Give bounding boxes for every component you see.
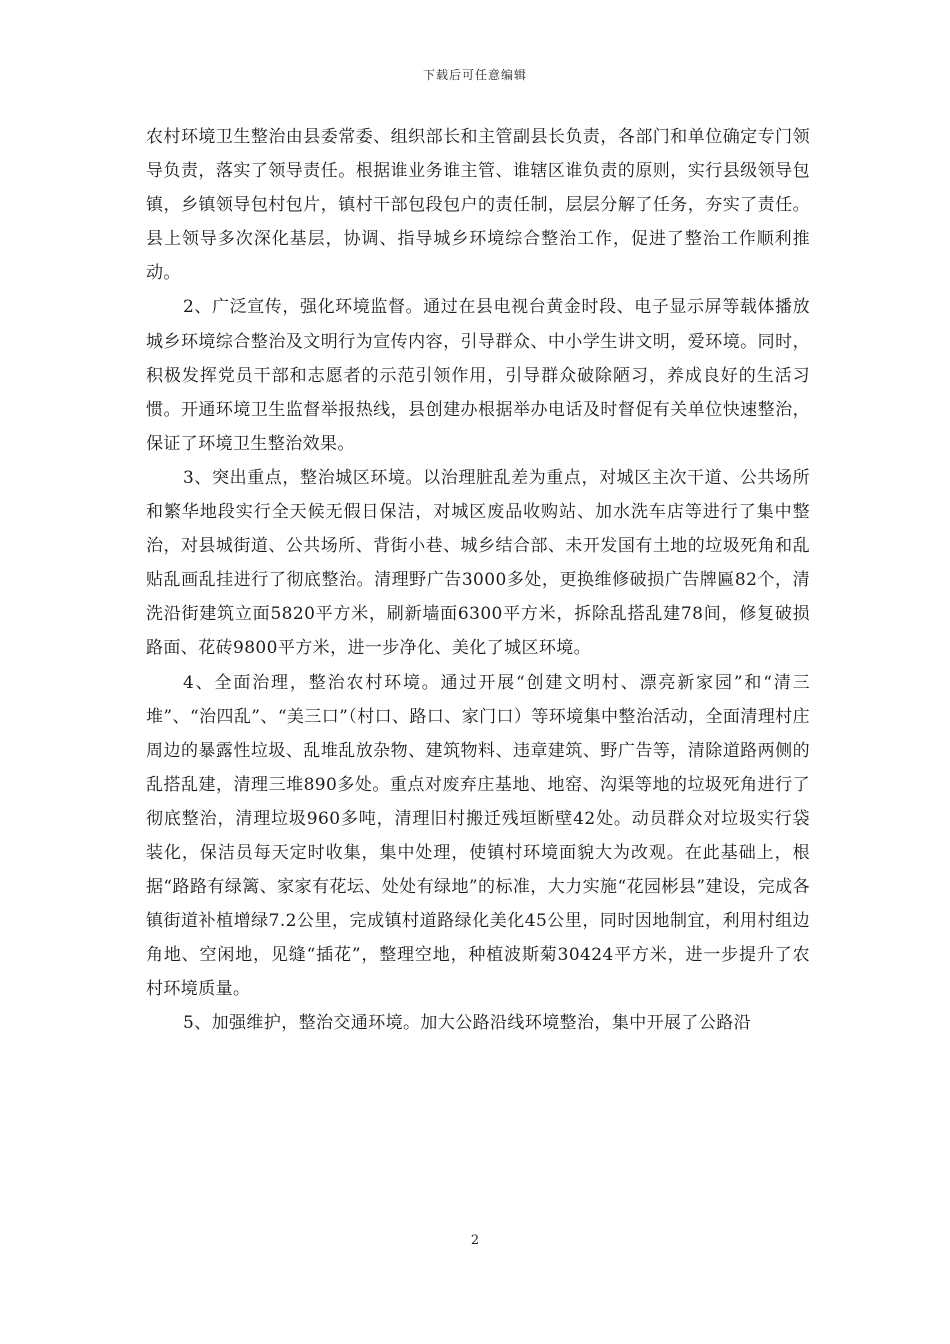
paragraph-urban-environment: 3、突出重点，整治城区环境。以治理脏乱差为重点，对城区主次干道、公共场所和繁华地段实行全天候无假日保洁，对城区废品收购站、加水洗车店等进行了集中整治，对县城街道、公共场所、背街小巷、城乡结合部、未开发国有土地的垃圾死角和乱贴乱画乱挂进行了彻底整治。清理野广告3000多处，更换维修破损广告牌匾82个，清洗沿街建筑立面5820平方米，刷新墙面6300平方米，拆除乱搭乱建78间，修复破损路面、花砖9800平方米，进一步净化、美化了城区环境。 — [146, 467, 810, 659]
paragraph-responsibility: 农村环境卫生整治由县委常委、组织部长和主管副县长负责，各部门和单位确定专门领导负责，落实了领导责任。根据谁业务谁主管、谁辖区谁负责的原则，实行县级领导包镇，乡镇领导包村包片，镇村干部包段包户的责任制，层层分解了任务，夯实了责任。县上领导多次深化基层，协调、指导城乡环境综合整治工作，促进了整治工作顺利推动。 — [146, 127, 810, 284]
paragraph-rural-environment: 4、全面治理，整治农村环境。通过开展“创建文明村、漂亮新家园”和“清三堆”、“治四乱”、“美三口”（村口、路口、家门口）等环境集中整治活动，全面清理村庄周边的暴露性垃圾、乱堆乱放杂物、建筑物料、违章建筑、野广告等，清除道路两侧的乱搭乱建，清理三堆890多处。重点对废弃庄基地、地窑、沟渠等地的垃圾死角进行了彻底整治，清理垃圾960多吨，清理旧村搬迁残垣断壁42处。动员群众对垃圾实行袋装化，保洁员每天定时收集，集中处理，使镇村环境面貌大为改观。在此基础上，根据“路路有绿篱、家家有花坛、处处有绿地”的标准，大力实施“花园彬县”建设，完成各镇街道补植增绿7.2公里，完成镇村道路绿化美化45公里，同时因地制宜，利用村组边角地、空闲地，见缝“插花”，整理空地，种植波斯菊30424平方米，进一步提升了农村环境质量。 — [146, 672, 810, 1000]
paragraph-traffic-environment: 5、加强维护，整治交通环境。加大公路沿线环境整治，集中开展了公路沿 — [183, 1013, 752, 1034]
page-header: 下载后可任意编辑 — [422, 68, 527, 82]
document-body — [146, 120, 810, 1041]
paragraph-publicity: 2、广泛宣传，强化环境监督。通过在县电视台黄金时段、电子显示屏等载体播放城乡环境综合整治及文明行为宣传内容，引导群众、中小学生讲文明，爱环境。同时，积极发挥党员干部和志愿者的示范引领作用，引导群众破除陋习，养成良好的生活习惯。开通环境卫生监督举报热线，县创建办根据举办电话及时督促有关单位快速整治，保证了环境卫生整治效果。 — [146, 297, 810, 454]
page-number: 2 — [470, 1233, 480, 1248]
